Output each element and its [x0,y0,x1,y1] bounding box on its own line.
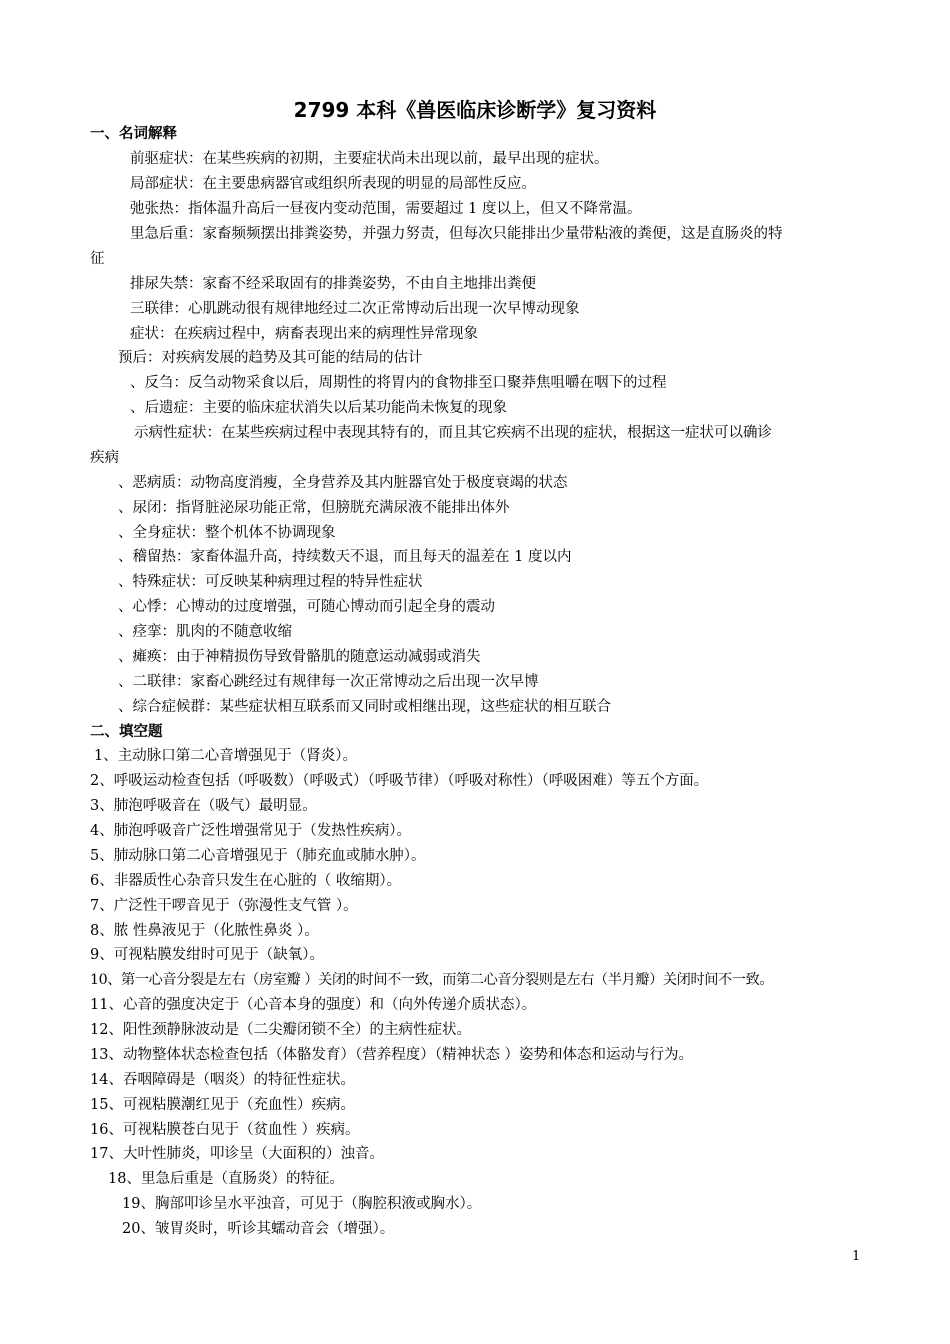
fill-blank-item: 3、肺泡呼吸音在（吸气）最明显。 [90,798,317,814]
term-line: 、稽留热：家畜体温升高，持续数天不退，而且每天的温差在 1 度以内 [118,549,572,565]
term-line: 三联律：心肌跳动很有规律地经过二次正常博动后出现一次早博动现象 [130,301,580,317]
term-line: 示病性症状：在某些疾病过程中表现其特有的，而且其它疾病不出现的症状，根据这一症状可以确诊 [134,425,772,441]
fill-blank-item: 15、可视粘膜潮红见于（充血性）疾病。 [90,1097,355,1113]
page-number: 1 [852,1249,861,1264]
fill-blank-item: 19、胸部叩诊呈水平浊音，可见于（胸腔积液或胸水）。 [122,1196,482,1212]
fill-blank-item: 16、可视粘膜苍白见于（贫血性 ）疾病。 [90,1122,360,1138]
fill-blank-item: 10、第一心音分裂是左右（房室瓣 ）关闭的时间不一致，而第二心音分裂则是左右（半月瓣）关闭时间不一致。 [90,972,774,988]
term-line-continuation: 征 [90,251,105,267]
term-line: 排尿失禁：家畜不经采取固有的排粪姿势，不由自主地排出粪便 [130,276,536,292]
fill-blank-item: 2、呼吸运动检查包括（呼吸数）（呼吸式）（呼吸节律）（呼吸对称性）（呼吸困难）等五个方面。 [90,773,709,789]
term-line: 、后遗症：主要的临床症状消失以后某功能尚未恢复的现象 [130,400,507,416]
fill-blank-item: 20、皱胃炎时，听诊其蠕动音会（增强）。 [122,1221,395,1237]
fill-blank-item: 12、阳性颈静脉波动是（二尖瓣闭锁不全）的主病性症状。 [90,1022,471,1038]
term-line: 症状：在疾病过程中，病畜表现出来的病理性异常现象 [130,326,478,342]
fill-blank-item: 13、动物整体状态检查包括（体骼发育）（营养程度）（精神状态 ）姿势和体态和运动与行为。 [90,1047,694,1063]
fill-blank-item: 6、非器质性心杂音只发生在心脏的（ 收缩期）。 [90,873,402,889]
term-line: 局部症状：在主要患病器官或组织所表现的明显的局部性反应。 [130,176,536,192]
section-heading-terms: 一、名词解释 [90,126,177,142]
term-line: 前驱症状：在某些疾病的初期，主要症状尚未出现以前，最早出现的症状。 [130,151,609,167]
fill-blank-item: 5、肺动脉口第二心音增强见于（肺充血或肺水肿）。 [90,848,426,864]
term-line: 、综合症候群：某些症状相互联系而又同时或相继出现，这些症状的相互联合 [118,699,611,715]
section-heading-fill-blank: 二、填空题 [90,724,163,740]
fill-blank-item: 11、心音的强度决定于（心音本身的强度）和（向外传递介质状态）。 [90,997,537,1013]
term-line: 、痉挛：肌肉的不随意收缩 [118,624,292,640]
term-line: 弛张热：指体温升高后一昼夜内变动范围，需要超过 1 度以上，但又不降常温。 [130,201,642,217]
fill-blank-item: 14、吞咽障碍是（咽炎）的特征性症状。 [90,1072,355,1088]
term-line: 、尿闭：指肾脏泌尿功能正常，但膀胱充满尿液不能排出体外 [118,500,510,516]
term-line: 、心悸：心博动的过度增强，可随心博动而引起全身的震动 [118,599,495,615]
term-line: 、瘫痪：由于神精损伤导致骨骼肌的随意运动减弱或消失 [118,649,481,665]
fill-blank-item: 4、肺泡呼吸音广泛性增强常见于（发热性疾病）。 [90,823,411,839]
term-line: 、二联律：家畜心跳经过有规律每一次正常博动之后出现一次早博 [118,674,539,690]
fill-blank-item: 18、里急后重是（直肠炎）的特征。 [108,1171,344,1187]
term-line-continuation: 疾病 [90,450,119,466]
document-title: 2799 本科《兽医临床诊断学》复习资料 [293,98,657,122]
term-line: 、反刍：反刍动物采食以后，周期性的将胃内的食物排至口聚莽焦咀嚼在咽下的过程 [130,375,667,391]
term-line: 里急后重：家畜频频摆出排粪姿势，并强力努责，但每次只能排出少量带粘液的粪便，这是直肠炎的特 [130,226,783,242]
fill-blank-item: 17、大叶性肺炎，叩诊呈（大面积的）浊音。 [90,1146,384,1162]
fill-blank-item: 1、主动脉口第二心音增强见于（肾炎）。 [94,748,357,764]
term-line: 、全身症状：整个机体不协调现象 [118,525,336,541]
fill-blank-item: 7、广泛性干啰音见于（弥漫性支气管 ）。 [90,898,358,914]
fill-blank-item: 9、可视粘膜发绀时可见于（缺氧）。 [90,947,324,963]
term-line: 预后：对疾病发展的趋势及其可能的结局的估计 [118,350,423,366]
term-line: 、恶病质：动物高度消瘦，全身营养及其内脏器官处于极度衰竭的状态 [118,475,568,491]
fill-blank-item: 8、脓 性鼻液见于（化脓性鼻炎 ）。 [90,923,319,939]
term-line: 、特殊症状：可反映某种病理过程的特异性症状 [118,574,423,590]
